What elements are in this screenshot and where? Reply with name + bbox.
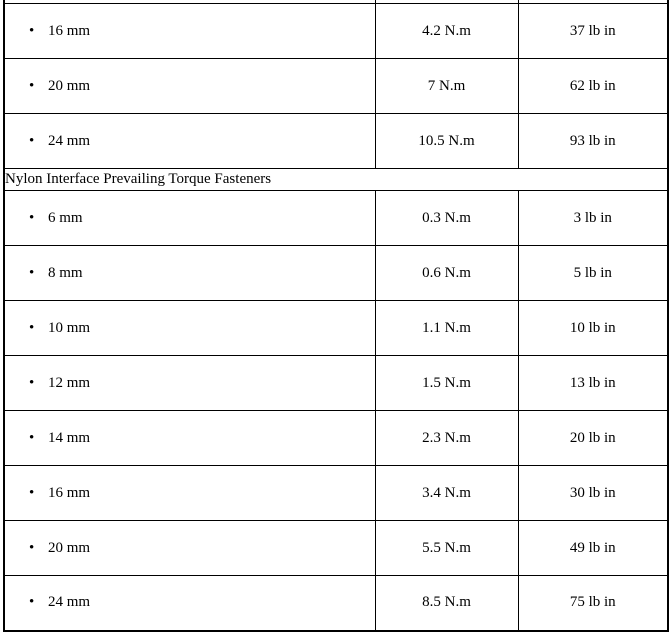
fastener-size: 16 mm: [48, 22, 91, 39]
fastener-size-cell: [4, 411, 375, 466]
fastener-size: 20 mm: [48, 539, 91, 556]
table-row: [4, 576, 668, 631]
fastener-size-cell: [4, 576, 375, 631]
fastener-size-cell: [4, 301, 375, 356]
fastener-size: 6 mm: [48, 209, 83, 226]
bullet-icon: •: [29, 594, 35, 611]
metric-torque-cell: 3.4 N.m: [375, 466, 518, 521]
fastener-size: 8 mm: [48, 264, 83, 281]
table-row: [4, 411, 668, 466]
metric-torque-cell: 4.2 N.m: [375, 4, 518, 59]
bullet-icon: •: [29, 22, 35, 39]
metric-torque-cell: 0.6 N.m: [375, 246, 518, 301]
bullet-icon: •: [29, 209, 35, 226]
fastener-size: 24 mm: [48, 132, 91, 149]
table-row: [4, 59, 668, 114]
table-row: [4, 191, 668, 246]
torque-specification-table: [3, 0, 669, 632]
english-torque-cell: 49 lb in: [518, 521, 668, 576]
english-torque-cell: 20 lb in: [518, 411, 668, 466]
metric-torque-cell: 8.5 N.m: [375, 576, 518, 631]
metric-torque-cell: 1.1 N.m: [375, 301, 518, 356]
section-heading: Nylon Interface Prevailing Torque Fasteners: [4, 169, 668, 191]
bullet-icon: •: [29, 539, 35, 556]
fastener-size-cell: [4, 59, 375, 114]
bullet-icon: •: [29, 77, 35, 94]
section-heading-row: [4, 169, 668, 191]
fastener-size-cell: [4, 191, 375, 246]
metric-torque-cell: 2.3 N.m: [375, 411, 518, 466]
metric-torque-cell: 0.3 N.m: [375, 191, 518, 246]
english-torque-cell: 93 lb in: [518, 114, 668, 169]
fastener-size-cell: [4, 521, 375, 576]
metric-torque-cell: 5.5 N.m: [375, 521, 518, 576]
english-torque-cell: 10 lb in: [518, 301, 668, 356]
english-torque-cell: 62 lb in: [518, 59, 668, 114]
table-row: [4, 466, 668, 521]
english-torque-cell: 5 lb in: [518, 246, 668, 301]
fastener-size-cell: [4, 4, 375, 59]
english-torque-cell: 75 lb in: [518, 576, 668, 631]
metric-torque-cell: 7 N.m: [375, 59, 518, 114]
fastener-size: 16 mm: [48, 484, 91, 501]
fastener-size: 12 mm: [48, 374, 91, 391]
table-row: [4, 301, 668, 356]
english-torque-cell: 13 lb in: [518, 356, 668, 411]
bullet-icon: •: [29, 429, 35, 446]
metric-torque-cell: 10.5 N.m: [375, 114, 518, 169]
fastener-size-cell: [4, 246, 375, 301]
fastener-size-cell: [4, 114, 375, 169]
fastener-size-cell: [4, 466, 375, 521]
bullet-icon: •: [29, 374, 35, 391]
english-torque-cell: 30 lb in: [518, 466, 668, 521]
table-row: [4, 114, 668, 169]
bullet-icon: •: [29, 484, 35, 501]
fastener-size: 24 mm: [48, 594, 91, 611]
bullet-icon: •: [29, 264, 35, 281]
english-torque-cell: 37 lb in: [518, 4, 668, 59]
bullet-icon: •: [29, 132, 35, 149]
fastener-size: 20 mm: [48, 77, 91, 94]
fastener-size: 14 mm: [48, 429, 91, 446]
table-row: [4, 246, 668, 301]
fastener-size: 10 mm: [48, 319, 91, 336]
bullet-icon: •: [29, 319, 35, 336]
fastener-size-cell: [4, 356, 375, 411]
table-row: [4, 4, 668, 59]
english-torque-cell: 3 lb in: [518, 191, 668, 246]
metric-torque-cell: 1.5 N.m: [375, 356, 518, 411]
table-row: [4, 356, 668, 411]
table-row: [4, 521, 668, 576]
